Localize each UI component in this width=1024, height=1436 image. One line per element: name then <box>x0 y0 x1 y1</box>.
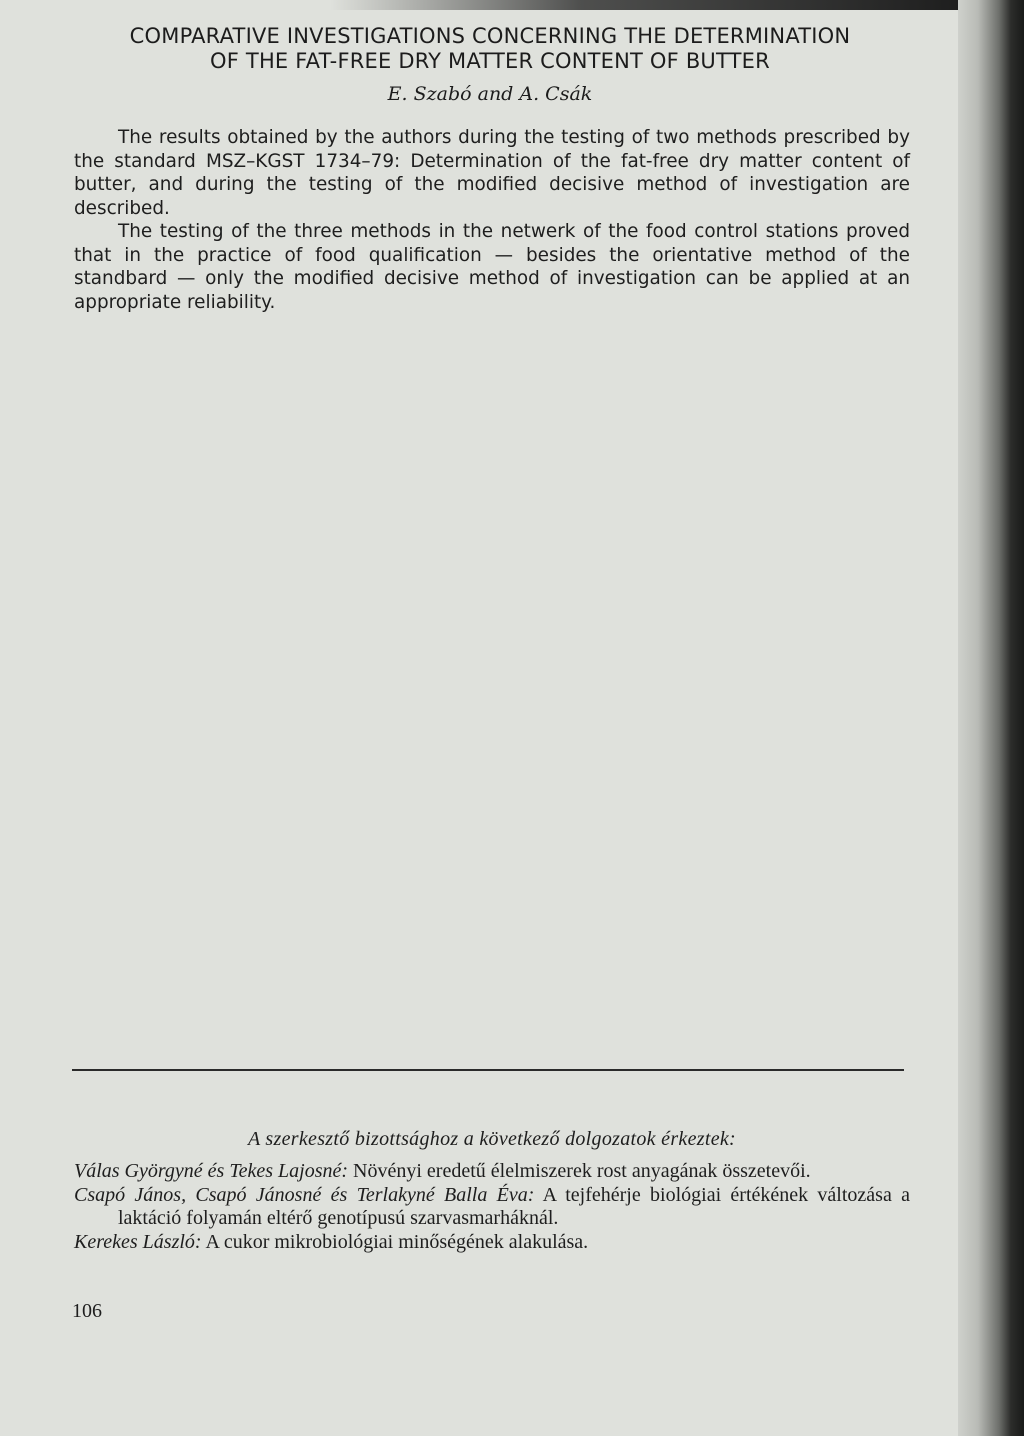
notice-heading: A szerkesztő bizottsághoz a következő dolgozatok érkeztek: <box>247 1128 737 1150</box>
article-authors: E. Szabó and A. Csák <box>387 83 593 105</box>
entry-title: Növényi eredetű élelmiszerek rost anyagának összetevői. <box>353 1160 811 1182</box>
list-item <box>74 1184 910 1230</box>
abstract-paragraph-1: The results obtained by the authors during the testing of two methods prescribed by the standard MSZ–KGST 1734–79: Determination of the fat-free dry matter content of butter, and during the testing of the modified decisive method of investigation are described. <box>74 127 910 219</box>
entry-authors: Válas Györgyné és Tekes Lajosné: <box>74 1160 349 1182</box>
section-divider <box>72 1069 904 1071</box>
article-abstract <box>74 126 910 314</box>
entry-authors: Csapó János, Csapó Jánosné és Terlakyné Balla Éva: <box>74 1184 535 1206</box>
list-item <box>74 1231 910 1254</box>
scan-edge-shadow <box>330 0 958 10</box>
article-title-line-1: COMPARATIVE INVESTIGATIONS CONCERNING THE DETERMINATION <box>129 24 851 48</box>
page-number: 106 <box>72 1300 102 1322</box>
article-title <box>70 24 910 74</box>
entry-title: A tejfehérje biológiai értékének változása a laktáció folyamán eltérő genotípusú szarvasmarháknál. <box>118 1184 911 1229</box>
book-binding-edge <box>958 0 1024 1436</box>
received-papers-notice <box>74 1128 910 1255</box>
list-item <box>74 1160 910 1183</box>
abstract-paragraph-2: The testing of the three methods in the netwerk of the food control stations proved that in the practice of food qualification — besides the orientative method of the standbard — only the modified decisive method of investigation can be applied at an appropriate reliability. <box>74 221 910 313</box>
entry-authors: Kerekes László: <box>74 1231 202 1253</box>
article-title-line-2: OF THE FAT-FREE DRY MATTER CONTENT OF BUTTER <box>210 49 770 73</box>
entry-title: A cukor mikrobiológiai minőségének alakulása. <box>205 1231 589 1253</box>
